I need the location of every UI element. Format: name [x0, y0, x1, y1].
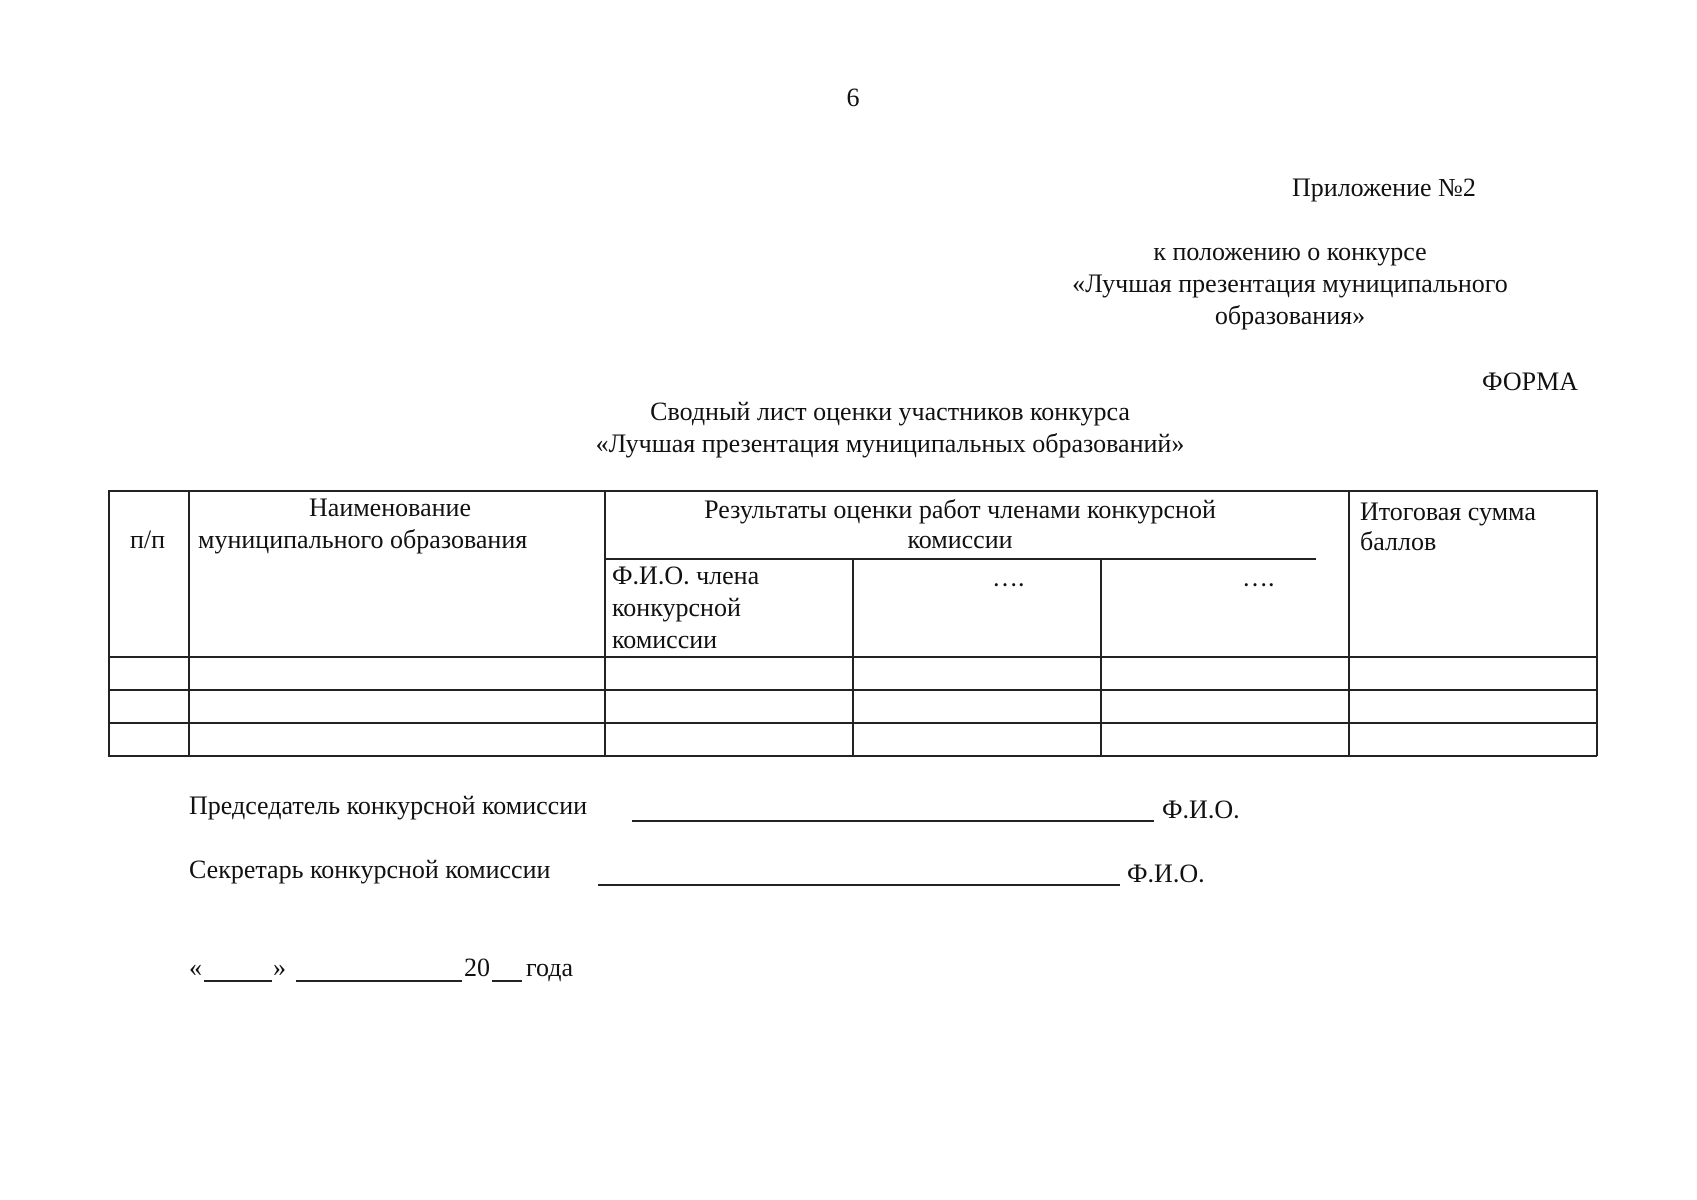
evaluation-table — [108, 490, 1597, 756]
subheader-placeholder: …. — [992, 563, 1025, 592]
secretary-signature-line — [598, 884, 1120, 886]
table-row — [108, 657, 1597, 689]
header-total-line1: Итоговая сумма — [1360, 497, 1536, 526]
header-results-line1: Результаты оценки работ членами конкурсной — [704, 495, 1216, 524]
form-label: ФОРМА — [1482, 367, 1578, 396]
date-open-quote: « — [189, 953, 202, 982]
date-month-line — [296, 980, 462, 982]
subheader-member-line2: конкурсной — [612, 593, 741, 622]
appendix-reference-line: «Лучшая презентация муниципального — [1072, 269, 1508, 298]
date-day-line — [204, 980, 272, 982]
date-close-quote: » — [273, 953, 286, 982]
appendix-reference-line: образования» — [1214, 301, 1366, 330]
subheader-member-line3: комиссии — [612, 625, 718, 654]
document-title — [520, 396, 1260, 460]
chairman-signature-line — [632, 820, 1154, 822]
title-line: «Лучшая презентация муниципальных образований» — [595, 429, 1185, 458]
header-results-line2: комиссии — [907, 525, 1013, 554]
date-year-suffix: года — [526, 953, 574, 982]
secretary-label: Секретарь конкурсной комиссии — [189, 855, 551, 884]
page-number: 6 — [846, 83, 860, 112]
table-row — [108, 690, 1597, 722]
subheader-member-line1: Ф.И.О. члена — [612, 561, 760, 590]
chairman-name: Ф.И.О. — [1162, 795, 1240, 824]
table-row — [108, 723, 1597, 755]
subheader-placeholder: …. — [1242, 563, 1275, 592]
appendix-number: Приложение №2 — [1292, 173, 1476, 202]
header-municipality-line1: Наименование — [309, 493, 471, 522]
header-municipality-line2: муниципального образования — [198, 525, 528, 554]
appendix-reference-line: к положению о конкурсе — [1153, 237, 1427, 266]
date-year-prefix: 20 — [464, 953, 490, 982]
title-line: Сводный лист оценки участников конкурса — [650, 397, 1130, 426]
secretary-name: Ф.И.О. — [1127, 859, 1205, 888]
header-row-number: п/п — [130, 525, 166, 554]
date-year-line — [492, 980, 522, 982]
header-total-line2: баллов — [1360, 527, 1437, 556]
chairman-label: Председатель конкурсной комиссии — [189, 791, 588, 820]
appendix-reference — [1040, 236, 1540, 332]
